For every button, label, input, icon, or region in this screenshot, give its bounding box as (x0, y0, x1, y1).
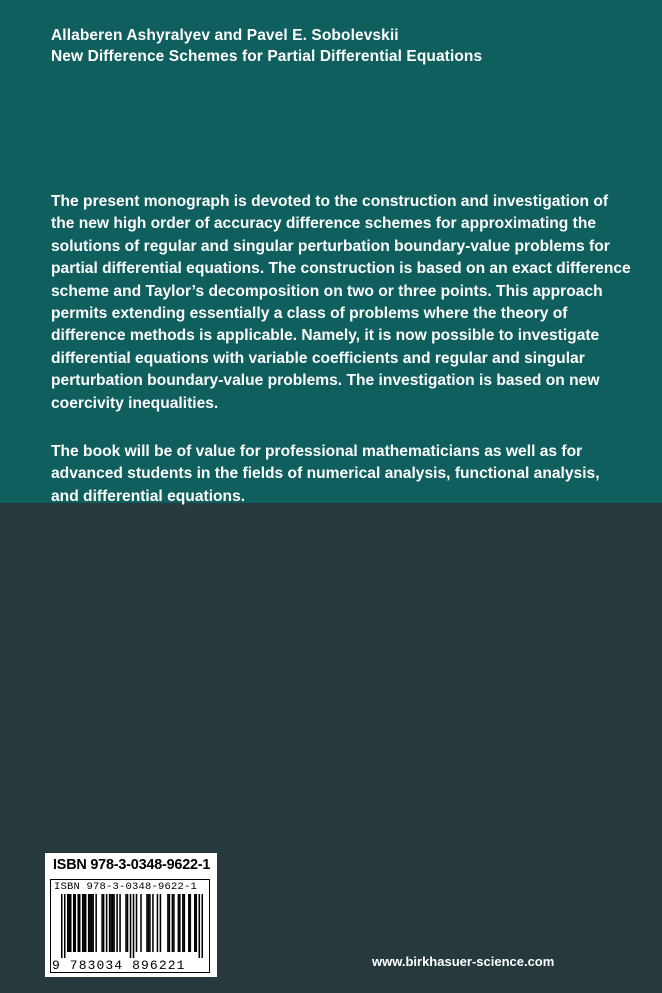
isbn-label: ISBN 978-3-0348-9622-1 (53, 857, 211, 873)
book-title: New Difference Schemes for Partial Differential Equations (51, 48, 483, 65)
isbn-small-text: ISBN 978-3-0348-9622-1 (54, 881, 198, 893)
description-paragraph-1: The present monograph is devoted to the construction and investigation of the new high order of accuracy difference schemes for approximating the solutions of regular and singular perturbation boundary-value problems for partial differential equations. The construction is based on an exact difference scheme and Taylor’s decomposition on two or three points. This approach permits extending essentially a class of problems where the theory of difference methods is applicable. Namely, it is now possible to investigate differential equations with variable coefficients and regular and singular perturbation boundary-value problems. The investigation is based on new coercivity inequalities. (51, 193, 631, 412)
barcode-frame (50, 879, 210, 973)
publisher-website: www.birkhasuer-science.com (372, 954, 555, 969)
barcode-bars-icon (61, 894, 203, 958)
description-paragraph-2: The book will be of value for professional mathematicians as well as for advanced students in the fields of numerical analysis, functional analysis, and differential equations. (51, 443, 600, 505)
author-names: Allaberen Ashyralyev and Pavel E. Sobolevskii (51, 27, 399, 44)
barcode-digits: 9 783034 896221 (52, 958, 186, 973)
barcode-box (45, 853, 217, 977)
